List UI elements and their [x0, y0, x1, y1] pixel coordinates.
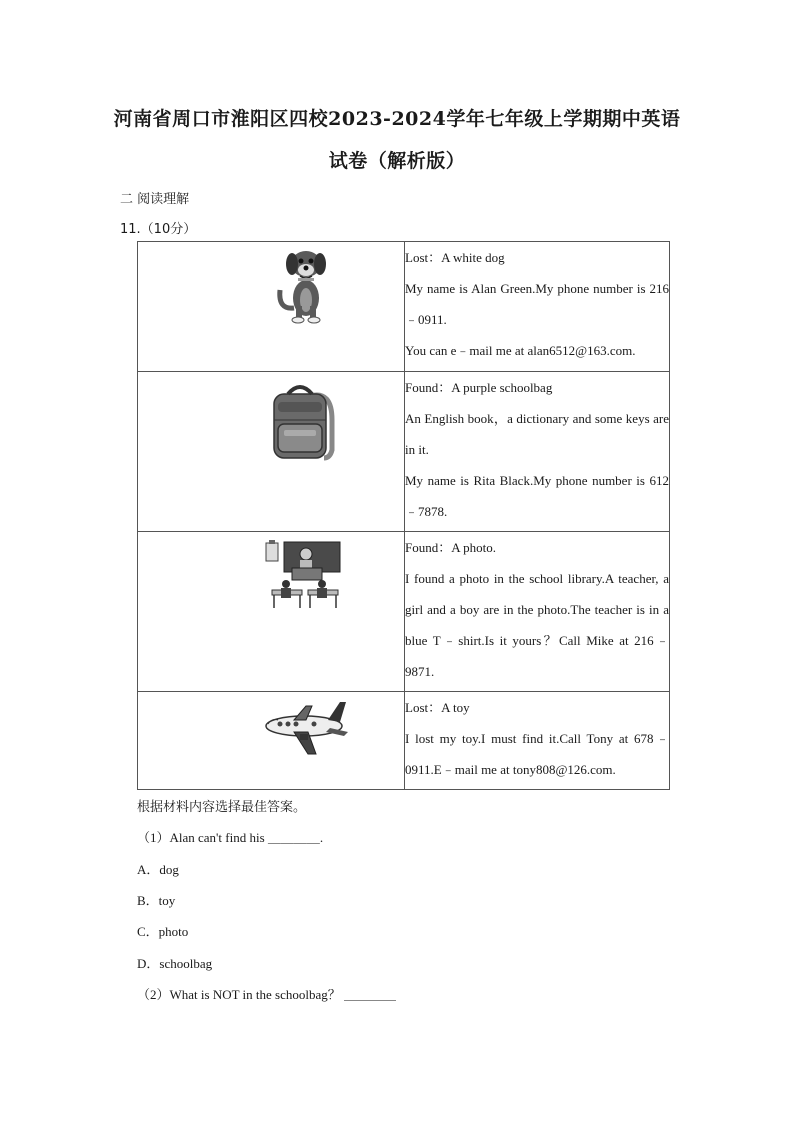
notice-image-cell [138, 372, 405, 532]
option-d[interactable]: D．schoolbag [137, 956, 213, 971]
notice-line: Lost：A white dog [405, 250, 505, 265]
notice-line: I found a photo in the school library.A teacher, a girl and a boy are in the photo.The teacher is in a blue T﹣shirt.Is it yours？Call Mike at 216﹣9871. [405, 571, 669, 679]
notice-line: My name is Rita Black.My phone number is 612﹣7878. [405, 473, 669, 519]
notice-table [137, 241, 670, 790]
notice-row [138, 532, 670, 692]
notice-line: An English book，a dictionary and some keys are in it. [405, 411, 669, 457]
notice-row [138, 692, 670, 790]
airplane-toy-icon [138, 692, 404, 789]
notice-image-cell [138, 242, 405, 372]
schoolbag-icon [138, 372, 404, 531]
notice-row [138, 242, 670, 372]
option-c[interactable]: C．photo [137, 924, 189, 939]
notice-text-cell [405, 532, 670, 692]
notice-line: Lost：A toy [405, 700, 470, 715]
question-2-stem: （2）What is NOT in the schoolbag？ ＿＿＿＿ [137, 987, 397, 1002]
section-heading: 二 阅读理解 [120, 192, 190, 207]
document-title: 河南省周口市淮阳区四校2023-2024学年七年级上学期期中英语 [113, 108, 681, 130]
notice-text-cell [405, 692, 670, 790]
option-b[interactable]: B．toy [137, 893, 176, 908]
notice-text-cell [405, 372, 670, 532]
notice-line: I lost my toy.I must find it.Call Tony at 678﹣0911.E﹣mail me at tony808@126.com. [405, 731, 669, 777]
notice-image-cell [138, 692, 405, 790]
notice-line: My name is Alan Green.My phone number is 216﹣0911. [405, 281, 669, 327]
notice-line: Found：A photo. [405, 540, 497, 555]
notice-row [138, 372, 670, 532]
option-a[interactable]: A．dog [137, 862, 179, 877]
notice-text-cell [405, 242, 670, 372]
question-1-stem: （1）Alan can't find his ＿＿＿＿. [137, 830, 324, 845]
classroom-photo-icon [138, 532, 404, 691]
notice-line: You can e﹣mail me at alan6512@163.com. [405, 343, 636, 358]
instruction-text: 根据材料内容选择最佳答案。 [137, 800, 307, 815]
dog-icon [138, 242, 404, 371]
notice-line: Found：A purple schoolbag [405, 380, 553, 395]
question-number: 11.（10分） [120, 222, 197, 237]
notice-image-cell [138, 532, 405, 692]
document-title-continued: 试卷（解析版） [328, 150, 466, 172]
